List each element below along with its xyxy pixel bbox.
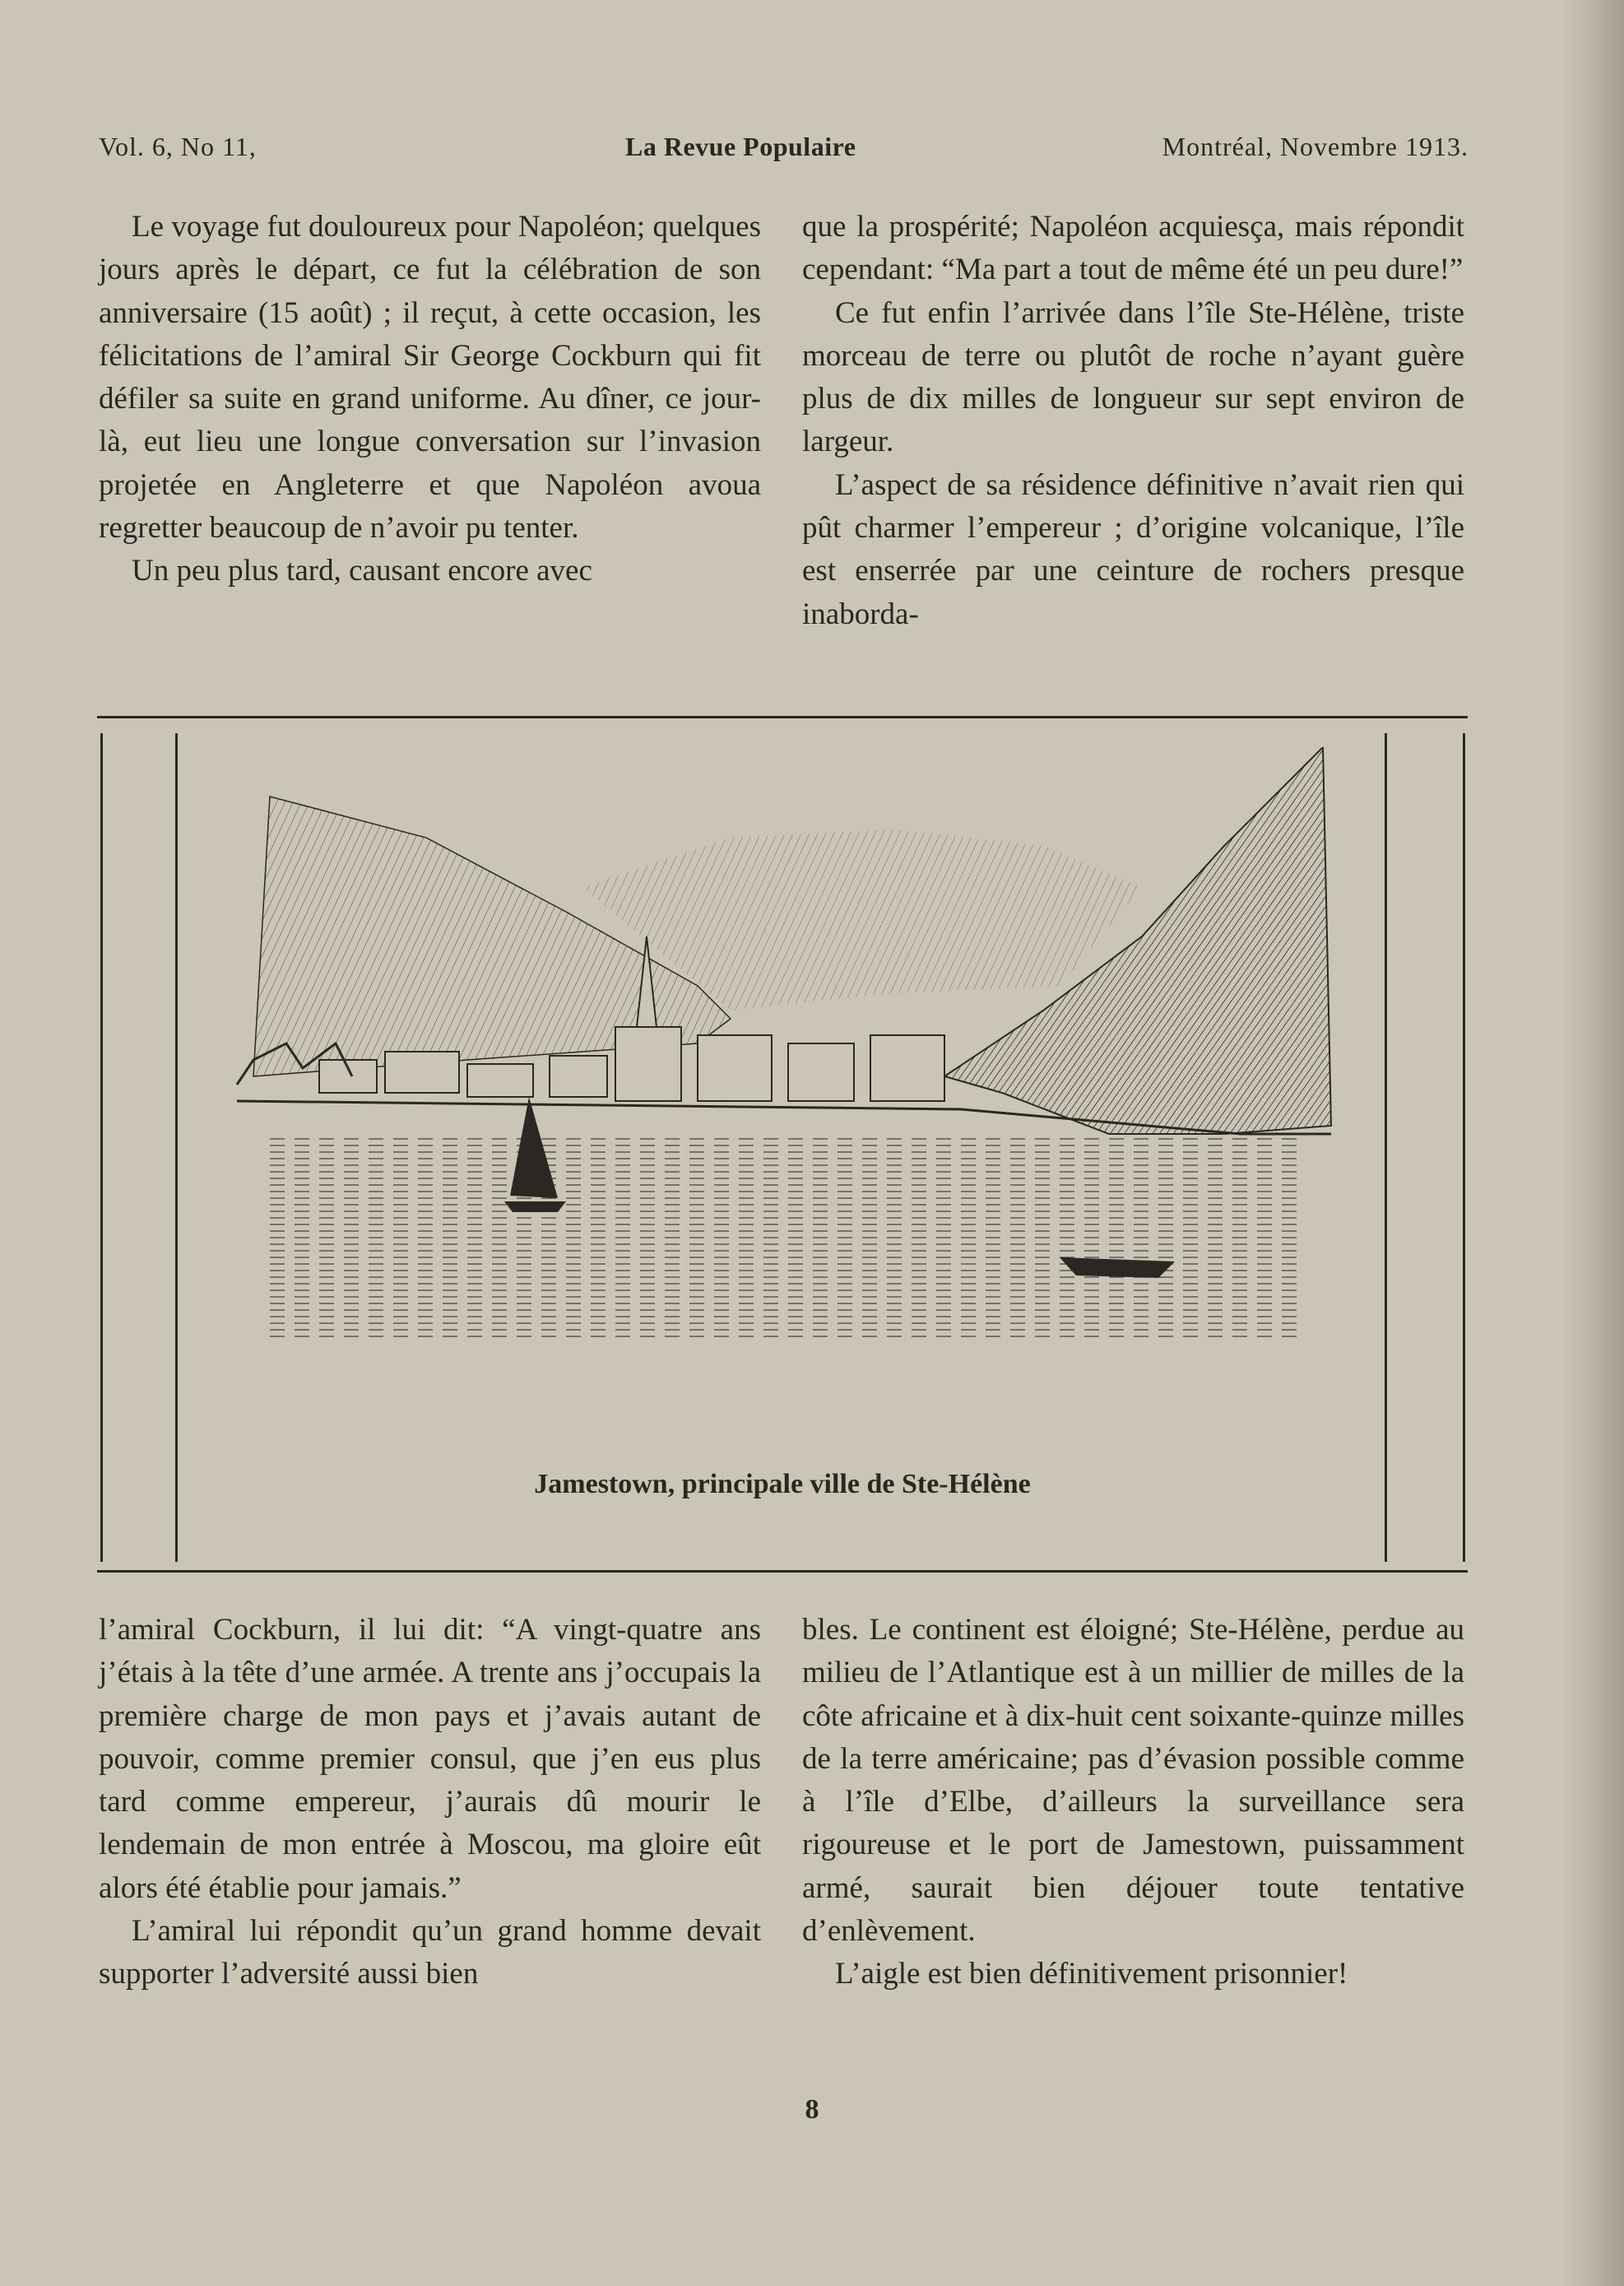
paragraph: L’amiral lui répondit qu’un grand homme devait supporter l’adversité aussi bien — [99, 1914, 761, 1991]
paragraph: Un peu plus tard, causant encore avec — [132, 554, 592, 588]
figure-inner-border-left — [175, 733, 178, 1562]
top-right-column — [802, 206, 1464, 636]
figure-border-right — [1463, 733, 1465, 1562]
figure-border-left — [100, 733, 103, 1562]
paragraph: l’amiral Cockburn, il lui dit: “A vingt-quatre ans j’étais à la tête d’une armée. A trente ans j’occupais la première charge de mon pays et j’avais autant de pouvoir, comme premier consul, que j’en eus plus tard comme empereur, j’aurais dû mourir le lendemain de mon entrée à Moscou, ma gloire eût alors été établie pour jamais.” — [99, 1613, 761, 1905]
top-left-column — [99, 206, 761, 593]
paragraph: Le voyage fut douloureux pour Napoléon; quelques jours après le départ, ce fut la célébration de son anniversaire (15 août) ; il reçut, à cette occasion, les félicitations de l’amiral Sir George Cockburn qui fit défiler sa suite en grand uniforme. Au dîner, ce jour-là, eut lieu une longue conversation sur l’invasion projetée en Angleterre et que Napoléon avoua regretter beaucoup de n’avoir pu tenter. — [99, 210, 761, 546]
place-date: Montréal, Novembre 1913. — [1162, 132, 1469, 161]
volume-number: Vol. 6, No 11, — [99, 132, 257, 161]
figure-caption: Jamestown, principale ville de Ste-Hélène — [534, 1469, 1031, 1499]
page-header — [99, 132, 1469, 165]
magazine-title: La Revue Populaire — [625, 132, 856, 161]
paragraph: que la prospérité; Napoléon acquiesça, mais répondit cependant: “Ma part a tout de même été un peu dure!” — [802, 210, 1464, 287]
paragraph: L’aigle est bien définitivement prisonnier! — [835, 1957, 1348, 1991]
paragraph: Ce fut enfin l’arrivée dans l’île Ste-Hélène, triste morceau de terre ou plutôt de roche n’ayant guère plus de dix milles de longueur sur sept environ de largeur. — [802, 295, 1464, 459]
figure-inner-border-right — [1385, 733, 1387, 1562]
page-number: 8 — [805, 2094, 819, 2125]
bottom-left-column — [99, 1609, 761, 1996]
paragraph: bles. Le continent est éloigné; Ste-Hélène, perdue au milieu de l’Atlantique est à un millier de milles de la côte africaine et à dix-huit cent soixante-quinze milles de la terre américaine; pas d’évasion possible comme à l’île d’Elbe, d’ailleurs la surveillance sera rigoureuse et le port de Jamestown, puissamment armé, saurait bien déjouer toute tentative d’enlèvement. — [802, 1613, 1464, 1949]
illustration-figure — [97, 716, 1468, 1573]
jamestown-engraving — [220, 747, 1339, 1381]
paragraph: L’aspect de sa résidence définitive n’avait rien qui pût charmer l’empereur ; d’origine volcanique, l’île est enserrée par une ceinture de rochers presque inaborda- — [802, 467, 1464, 631]
bottom-right-column — [802, 1609, 1464, 1996]
